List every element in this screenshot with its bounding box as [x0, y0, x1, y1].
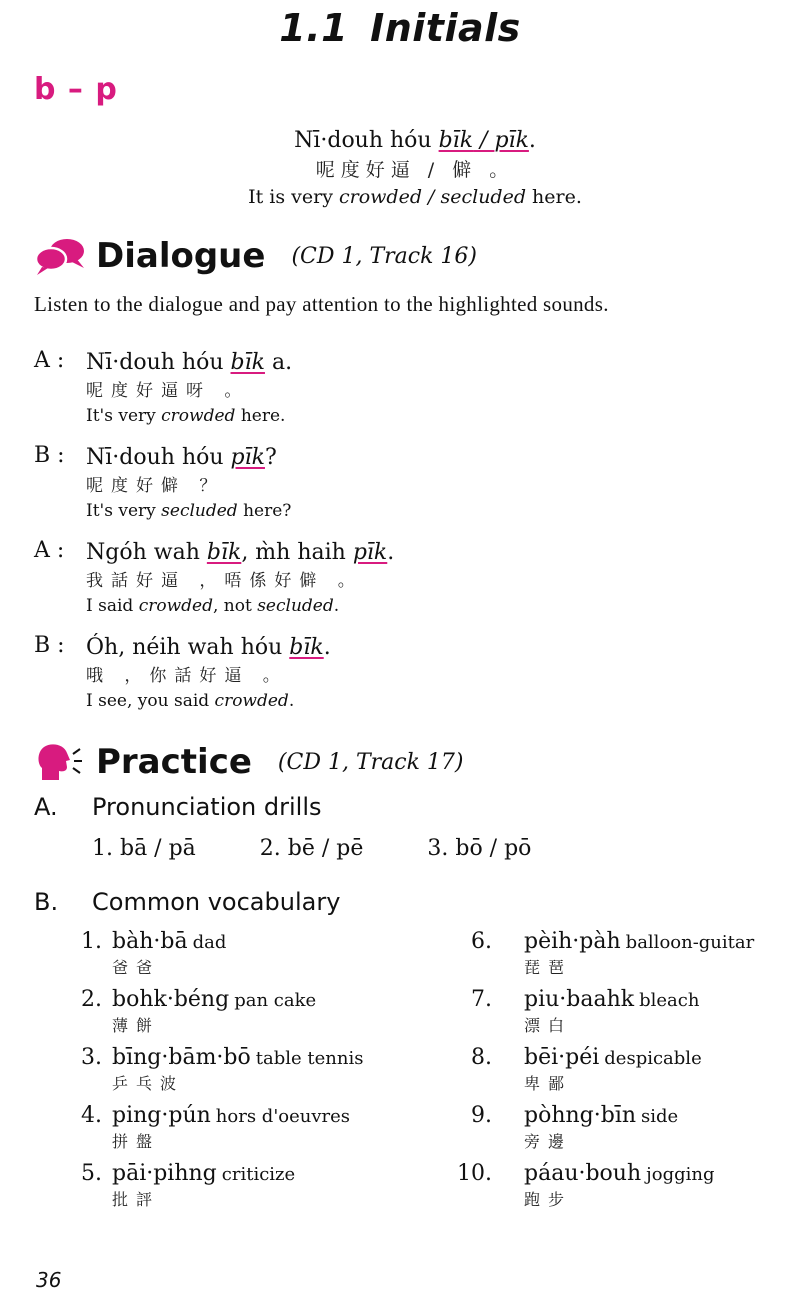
vocab-chinese: 漂白	[524, 1016, 573, 1035]
vocab-item	[62, 1100, 422, 1158]
vocab-gloss: criticize	[221, 1164, 296, 1185]
speaker-label: B :	[34, 443, 65, 468]
line-romanization	[86, 443, 291, 473]
rom-text: Ngóh wah	[86, 540, 207, 565]
practice-title: Practice	[96, 742, 252, 782]
line-english	[86, 499, 291, 523]
rom-text: .	[323, 635, 331, 660]
rom-text: Óh, néih wah hóu	[86, 635, 290, 660]
rom-text: Nī·douh hóu	[86, 445, 231, 470]
line-romanization	[86, 538, 394, 568]
vocab-romanization: bīng·bām·bō	[112, 1045, 251, 1070]
line-english	[86, 404, 292, 428]
intro-rom-end: .	[528, 128, 536, 153]
dialogue-line	[34, 633, 774, 728]
part-a-heading	[34, 793, 322, 821]
vocab-number: 2.	[81, 987, 102, 1012]
rom-text: a.	[264, 350, 293, 375]
vocab-chinese: 拼盤	[112, 1132, 161, 1151]
line-english	[86, 689, 331, 713]
speaker-label: B :	[34, 633, 65, 658]
line-chinese: 呢度好逼呀 。	[86, 381, 250, 401]
page-title	[0, 6, 800, 50]
intro-english	[0, 184, 800, 210]
vocab-item	[452, 1158, 792, 1216]
practice-track: (CD 1, Track 17)	[277, 749, 464, 775]
vocab-gloss: jogging	[646, 1164, 715, 1185]
vocab-romanization: páau·bouh	[524, 1161, 642, 1186]
vocab-chinese: 批評	[112, 1190, 161, 1209]
drill-item: 1. bā / pā	[92, 836, 196, 861]
highlighted-sound: bīk	[230, 350, 265, 375]
vocab-gloss: table tennis	[255, 1048, 364, 1069]
vocab-gloss: balloon-guitar	[625, 932, 755, 953]
line-chinese: 哦 ，你話好逼 。	[86, 666, 288, 686]
eng-text: here.	[235, 406, 286, 426]
line-english	[86, 594, 394, 618]
vocab-romanization: bàh·bā	[112, 929, 188, 954]
part-a-label: Pronunciation drills	[92, 793, 322, 821]
highlighted-sound: pīk	[352, 540, 388, 565]
vocab-number: 1.	[81, 929, 102, 954]
vocab-item	[452, 1100, 792, 1158]
vocab-gloss: dad	[192, 932, 227, 953]
vocab-column-right	[452, 926, 792, 1216]
drill-item: 3. bō / pō	[427, 836, 532, 861]
highlight-pik: pīk	[494, 128, 529, 153]
highlight-separator: /	[473, 128, 495, 153]
eng-text: It's very	[86, 501, 162, 521]
eng-text: here?	[237, 501, 292, 521]
eng-italic: crowded	[161, 406, 236, 426]
page-number: 36	[36, 1268, 62, 1292]
vocab-column-left	[62, 926, 422, 1216]
instruction-text: Listen to the dialogue and pay attention to the highlighted sounds.	[34, 292, 609, 316]
vocab-romanization: ping·pún	[112, 1103, 211, 1128]
vocab-item	[62, 1158, 422, 1216]
section-title: Initials	[370, 6, 521, 50]
intro-chinese: 呢度好逼 / 僻 。	[315, 159, 515, 181]
speaking-head-icon	[34, 742, 86, 782]
vocab-chinese: 卑鄙	[524, 1074, 573, 1093]
eng-text: .	[333, 596, 340, 616]
dialogue-list	[34, 348, 774, 728]
vocab-chinese: 爸爸	[112, 958, 161, 977]
vocab-number: 5.	[81, 1161, 102, 1186]
pronunciation-drills	[92, 836, 595, 861]
eng-text: I see, you said	[86, 691, 215, 711]
vocab-chinese: 旁邊	[524, 1132, 573, 1151]
vocab-romanization: pèih·pàh	[524, 929, 621, 954]
vocab-gloss: despicable	[604, 1048, 702, 1069]
vocab-number: 9.	[471, 1103, 492, 1128]
highlighted-sound: bīk	[289, 635, 324, 660]
intro-example	[0, 126, 800, 210]
dialogue-title: Dialogue	[96, 236, 266, 276]
vocab-item	[62, 984, 422, 1042]
vocab-item	[62, 926, 422, 984]
line-chinese: 我話好逼 ，唔係好僻 。	[86, 571, 363, 591]
speaker-label: A :	[34, 538, 65, 563]
highlighted-sound: bīk	[206, 540, 242, 565]
vocab-chinese: 薄餅	[112, 1016, 161, 1035]
line-romanization	[86, 633, 331, 663]
eng-italic: secluded	[257, 596, 334, 616]
vocab-romanization: piu·baahk	[524, 987, 635, 1012]
vocab-romanization: pòhng·bīn	[524, 1103, 637, 1128]
vocab-gloss: hors d'oeuvres	[215, 1106, 351, 1127]
vocab-romanization: bēi·péi	[524, 1045, 600, 1070]
vocab-number: 4.	[81, 1103, 102, 1128]
vocab-item	[452, 926, 792, 984]
highlight-bik: bīk	[438, 128, 474, 153]
eng-text: .	[288, 691, 295, 711]
rom-text: ?	[264, 445, 277, 470]
intro-eng-text: It is very	[248, 186, 339, 208]
eng-italic: crowded	[138, 596, 213, 616]
rom-text: , m̀h haih	[241, 540, 353, 565]
vocab-romanization: pāi·pihng	[112, 1161, 217, 1186]
section-number: 1.1	[279, 6, 349, 50]
vocab-item	[452, 1042, 792, 1100]
speaker-label: A :	[34, 348, 65, 373]
line-romanization	[86, 348, 292, 378]
initials-pair-heading: b – p	[34, 72, 118, 107]
intro-eng-end: here.	[526, 186, 582, 208]
vocab-gloss: side	[641, 1106, 679, 1127]
rom-text: .	[387, 540, 395, 565]
part-b-heading	[34, 888, 340, 916]
vocab-gloss: bleach	[639, 990, 700, 1011]
intro-romanization	[0, 126, 800, 156]
vocab-number: 3.	[81, 1045, 102, 1070]
eng-italic: crowded	[214, 691, 289, 711]
part-a-letter: A.	[34, 793, 58, 821]
drill-item: 2. bē / pē	[259, 836, 364, 861]
vocab-chinese: 琵琶	[524, 958, 573, 977]
dialogue-line	[34, 538, 774, 633]
dialogue-heading	[34, 236, 477, 276]
line-chinese: 呢度好僻 ？	[86, 476, 225, 496]
vocab-number: 10.	[457, 1161, 492, 1186]
dialogue-line	[34, 348, 774, 443]
eng-italic: secluded	[161, 501, 238, 521]
intro-eng-italic: crowded / secluded	[339, 186, 526, 208]
dialogue-track: (CD 1, Track 16)	[291, 243, 477, 269]
vocab-item	[452, 984, 792, 1042]
eng-text: , not	[212, 596, 258, 616]
vocab-number: 6.	[471, 929, 492, 954]
eng-text: I said	[86, 596, 139, 616]
eng-text: It's very	[86, 406, 162, 426]
vocab-gloss: pan cake	[234, 990, 317, 1011]
vocab-number: 8.	[471, 1045, 492, 1070]
vocab-chinese: 跑步	[524, 1190, 573, 1209]
speech-bubbles-icon	[34, 236, 86, 276]
vocab-chinese: 乒乓波	[112, 1074, 185, 1093]
practice-heading	[34, 742, 463, 782]
part-b-label: Common vocabulary	[92, 888, 341, 916]
rom-text: Nī·douh hóu	[86, 350, 231, 375]
part-b-letter: B.	[34, 888, 59, 916]
vocab-number: 7.	[471, 987, 492, 1012]
intro-rom-text: Nī·douh hóu	[294, 128, 439, 153]
highlighted-sound: pīk	[230, 445, 265, 470]
vocab-romanization: bohk·béng	[112, 987, 230, 1012]
dialogue-line	[34, 443, 774, 538]
vocab-item	[62, 1042, 422, 1100]
